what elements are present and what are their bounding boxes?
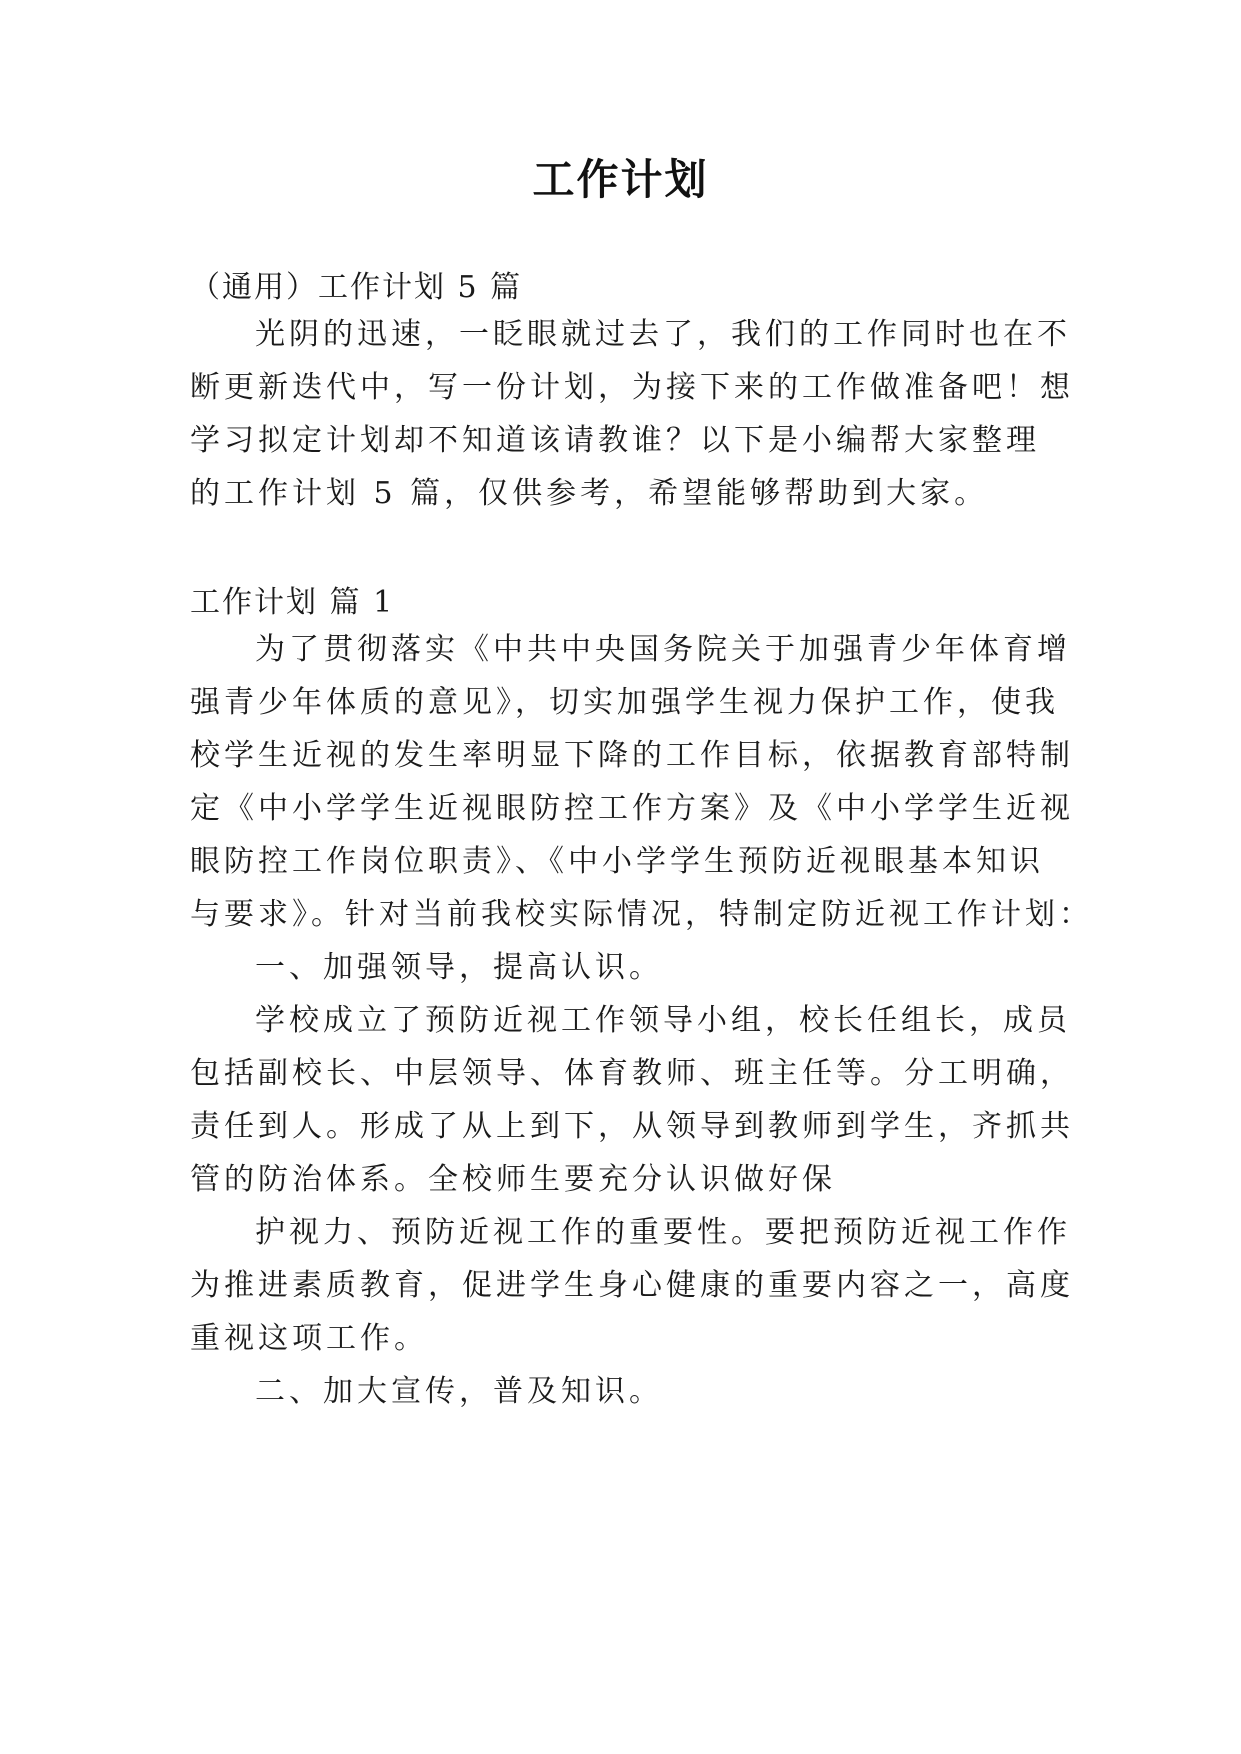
paragraph-line: 为了贯彻落实《中共中央国务院关于加强青少年体育增 — [255, 632, 1071, 667]
point-heading: 一、加强领导，提高认识。 — [255, 950, 663, 985]
paragraph-line: 管的防治体系。全校师生要充分认识做好保 — [190, 1162, 836, 1197]
section-heading: 工作计划 篇 1 — [190, 585, 395, 620]
paragraph-line: 与要求》。针对当前我校实际情况，特制定防近视工作计划： — [190, 897, 1093, 932]
paragraph-line: 校学生近视的发生率明显下降的工作目标，依据教育部特制 — [190, 738, 1074, 773]
paragraph-line: 学校成立了预防近视工作领导小组，校长任组长，成员 — [255, 1003, 1071, 1038]
paragraph-line: 重视这项工作。 — [190, 1321, 428, 1356]
paragraph-line: 包括副校长、中层领导、体育教师、班主任等。分工明确， — [190, 1056, 1074, 1091]
document-subtitle: （通用）工作计划 5 篇 — [190, 270, 523, 305]
intro-line: 断更新迭代中，写一份计划，为接下来的工作做准备吧！想 — [190, 370, 1074, 405]
paragraph-line: 强青少年体质的意见》，切实加强学生视力保护工作，使我 — [190, 685, 1059, 720]
paragraph-line: 定《中小学学生近视眼防控工作方案》及《中小学学生近视 — [190, 791, 1074, 826]
document-title: 工作计划 — [532, 155, 709, 204]
intro-line: 光阴的迅速，一眨眼就过去了，我们的工作同时也在不 — [255, 317, 1071, 352]
point-heading: 二、加大宣传，普及知识。 — [255, 1374, 663, 1409]
intro-line: 学习拟定计划却不知道该请教谁？以下是小编帮大家整理 — [190, 423, 1040, 458]
paragraph-line: 责任到人。形成了从上到下，从领导到教师到学生，齐抓共 — [190, 1109, 1074, 1144]
paragraph-line: 眼防控工作岗位职责》、《中小学学生预防近视眼基本知识 — [190, 844, 1044, 879]
paragraph-line: 为推进素质教育，促进学生身心健康的重要内容之一，高度 — [190, 1268, 1074, 1303]
paragraph-line: 护视力、预防近视工作的重要性。要把预防近视工作作 — [255, 1215, 1071, 1250]
intro-line: 的工作计划 5 篇，仅供参考，希望能够帮助到大家。 — [190, 476, 989, 511]
